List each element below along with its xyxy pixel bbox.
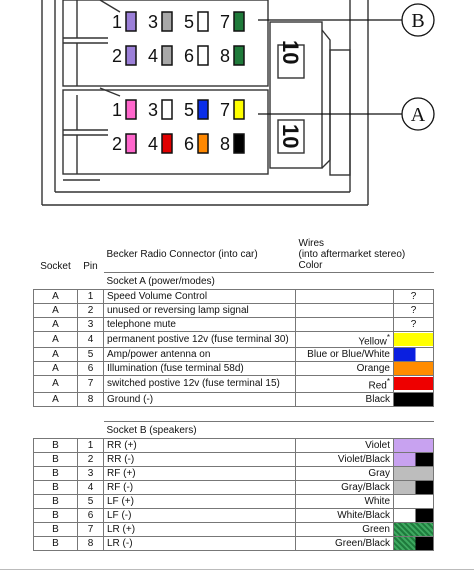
- table-row: [34, 536, 434, 550]
- color-swatch-cell: ?: [394, 290, 434, 304]
- socket-cell: A: [34, 348, 78, 362]
- socket-b-pin-grid: [112, 12, 244, 66]
- socket-a-pin-number: 2: [112, 134, 123, 154]
- socket-b-pin-color-block: [126, 12, 136, 31]
- color-name-cell: Gray: [296, 466, 394, 480]
- pin-cell: 8: [78, 536, 104, 550]
- description-cell: LF (-): [104, 508, 296, 522]
- socket-b-pin-number: 3: [148, 12, 159, 32]
- socket-b-pin-color-block: [234, 12, 244, 31]
- color-swatch: [394, 348, 433, 361]
- color-name-cell: White/Black: [296, 508, 394, 522]
- table-row: [34, 376, 434, 392]
- pin-cell: 4: [78, 480, 104, 494]
- color-name-cell: Violet: [296, 438, 394, 452]
- color-swatch-cell: [394, 508, 434, 522]
- socket-cell: B: [34, 522, 78, 536]
- socket-cell: A: [34, 290, 78, 304]
- color-name-cell: Green/Black: [296, 536, 394, 550]
- color-name-cell: [296, 304, 394, 318]
- color-swatch-cell: [394, 522, 434, 536]
- table-row: [34, 290, 434, 304]
- socket-a-pin-number: 3: [148, 100, 159, 120]
- callout-b: [258, 4, 434, 36]
- color-swatch-cell: [394, 480, 434, 494]
- color-swatch-cell: [394, 466, 434, 480]
- section-b-title: Socket B (speakers): [104, 421, 434, 438]
- socket-b-pin-number: 4: [148, 46, 159, 66]
- table-row: [34, 362, 434, 376]
- description-cell: RR (-): [104, 452, 296, 466]
- description-cell: permanent postive 12v (fuse terminal 30): [104, 332, 296, 348]
- section-a-row: [34, 273, 434, 290]
- color-swatch: [394, 453, 433, 466]
- socket-b-pin-8: [220, 46, 244, 66]
- socket-b-pin-6: [184, 46, 208, 66]
- pin-cell: 6: [78, 508, 104, 522]
- socket-b-pin-color-block: [198, 12, 208, 31]
- table-row: [34, 508, 434, 522]
- socket-b-pin-1: [112, 12, 136, 32]
- socket-a-pin-color-block: [198, 134, 208, 153]
- socket-a-pin-number: 6: [184, 134, 195, 154]
- description-cell: Illumination (fuse terminal 58d): [104, 362, 296, 376]
- description-cell: Speed Volume Control: [104, 290, 296, 304]
- socket-b-pin-number: 1: [112, 12, 123, 32]
- socket-b-pin-number: 6: [184, 46, 195, 66]
- color-name-cell: Green: [296, 522, 394, 536]
- section-b-row: [34, 421, 434, 438]
- section-a-title: Socket A (power/modes): [104, 273, 434, 290]
- footnote-mark: *: [386, 377, 390, 387]
- description-cell: RF (-): [104, 480, 296, 494]
- socket-a-pin-color-block: [162, 134, 172, 153]
- color-swatch: [394, 523, 433, 536]
- header-wires: Wires (into aftermarket stereo) Color: [298, 238, 406, 271]
- pin-cell: 2: [78, 452, 104, 466]
- color-name-cell: Blue or Blue/White: [296, 348, 394, 362]
- socket-b-pin-number: 5: [184, 12, 195, 32]
- color-swatch-cell: [394, 362, 434, 376]
- table-header-row: [34, 237, 434, 273]
- socket-b-pin-5: [184, 12, 208, 32]
- color-swatch: [394, 481, 433, 494]
- header-socket: Socket: [40, 260, 71, 272]
- color-swatch-cell: ?: [394, 318, 434, 332]
- socket-a-pin-number: 8: [220, 134, 231, 154]
- socket-b-pin-number: 7: [220, 12, 231, 32]
- socket-b-pin-number: 2: [112, 46, 123, 66]
- socket-a-pin-number: 1: [112, 100, 123, 120]
- color-swatch: [394, 509, 433, 522]
- slot-label-top: 10: [278, 40, 303, 65]
- pin-cell: 2: [78, 304, 104, 318]
- table-row: [34, 480, 434, 494]
- color-name-cell: Yellow*: [296, 332, 394, 348]
- color-swatch-cell: [394, 332, 434, 348]
- socket-cell: A: [34, 376, 78, 392]
- socket-b-pin-7: [220, 12, 244, 32]
- table-row: [34, 452, 434, 466]
- color-swatch-cell: [394, 376, 434, 392]
- footnote-mark: *: [386, 333, 390, 342]
- svg-text:B: B: [411, 10, 425, 32]
- socket-b-pin-color-block: [126, 46, 136, 65]
- socket-b-pin-3: [148, 12, 172, 32]
- description-cell: LR (+): [104, 522, 296, 536]
- slot-label-bottom: 10: [278, 124, 303, 149]
- socket-a-pin-3: [148, 100, 172, 120]
- socket-b-pin-color-block: [162, 12, 172, 31]
- socket-cell: A: [34, 392, 78, 406]
- color-name-cell: Violet/Black: [296, 452, 394, 466]
- table-row: [34, 494, 434, 508]
- socket-a-pin-2: [112, 134, 136, 154]
- socket-b-pin-color-block: [234, 46, 244, 65]
- socket-a-pin-8: [220, 134, 244, 154]
- color-swatch: [394, 537, 433, 550]
- socket-a-pin-color-block: [162, 100, 172, 119]
- socket-cell: B: [34, 536, 78, 550]
- color-name-cell: Black: [296, 392, 394, 406]
- socket-cell: A: [34, 332, 78, 348]
- table-row: [34, 438, 434, 452]
- socket-a-pin-color-block: [234, 134, 244, 153]
- socket-cell: B: [34, 494, 78, 508]
- socket-a-pin-6: [184, 134, 208, 154]
- description-cell: Ground (-): [104, 392, 296, 406]
- header-pin: Pin: [83, 260, 98, 272]
- table-row: [34, 304, 434, 318]
- pin-cell: 1: [78, 290, 104, 304]
- socket-b-pin-color-block: [162, 46, 172, 65]
- color-swatch: [394, 377, 433, 390]
- socket-a-pin-color-block: [234, 100, 244, 119]
- socket-a-pin-number: 5: [184, 100, 195, 120]
- color-swatch-cell: [394, 536, 434, 550]
- connector-diagram: [0, 0, 474, 232]
- pin-cell: 3: [78, 318, 104, 332]
- color-name-cell: White: [296, 494, 394, 508]
- description-cell: telephone mute: [104, 318, 296, 332]
- table-row: [34, 348, 434, 362]
- color-swatch: [394, 362, 433, 375]
- socket-cell: A: [34, 362, 78, 376]
- table-row: [34, 332, 434, 348]
- table-spacer-row: [34, 406, 434, 421]
- description-cell: LR (-): [104, 536, 296, 550]
- socket-a-pin-number: 7: [220, 100, 231, 120]
- color-swatch: [394, 393, 433, 406]
- color-swatch-cell: [394, 392, 434, 406]
- socket-cell: B: [34, 452, 78, 466]
- socket-a-pin-number: 4: [148, 134, 159, 154]
- socket-a-pin-1: [112, 100, 136, 120]
- table-row: [34, 466, 434, 480]
- pin-cell: 5: [78, 494, 104, 508]
- pin-cell: 3: [78, 466, 104, 480]
- color-swatch: [394, 333, 433, 346]
- socket-cell: B: [34, 466, 78, 480]
- socket-a-pin-color-block: [198, 100, 208, 119]
- pin-cell: 4: [78, 332, 104, 348]
- wiring-table: [33, 237, 434, 551]
- header-connector: Becker Radio Connector (into car): [106, 249, 258, 260]
- color-name-cell: [296, 290, 394, 304]
- description-cell: switched postive 12v (fuse terminal 15): [104, 376, 296, 392]
- pin-cell: 6: [78, 362, 104, 376]
- table-row: [34, 522, 434, 536]
- description-cell: LF (+): [104, 494, 296, 508]
- color-name-cell: Gray/Black: [296, 480, 394, 494]
- color-name-cell: [296, 318, 394, 332]
- description-cell: RF (+): [104, 466, 296, 480]
- color-swatch-cell: ?: [394, 304, 434, 318]
- pin-cell: 1: [78, 438, 104, 452]
- socket-b-pin-2: [112, 46, 136, 66]
- color-swatch: [394, 439, 433, 452]
- color-swatch: [394, 495, 433, 508]
- socket-cell: A: [34, 304, 78, 318]
- page-divider: [0, 569, 474, 570]
- color-swatch-cell: [394, 494, 434, 508]
- color-swatch-cell: [394, 348, 434, 362]
- pin-cell: 7: [78, 522, 104, 536]
- color-name-cell: Red*: [296, 376, 394, 392]
- socket-cell: B: [34, 508, 78, 522]
- color-swatch-cell: [394, 438, 434, 452]
- svg-text:A: A: [410, 104, 426, 126]
- socket-a-pin-color-block: [126, 134, 136, 153]
- socket-b-pin-number: 8: [220, 46, 231, 66]
- description-cell: unused or reversing lamp signal: [104, 304, 296, 318]
- socket-a-pin-color-block: [126, 100, 136, 119]
- socket-a-pin-5: [184, 100, 208, 120]
- socket-cell: A: [34, 318, 78, 332]
- color-name-cell: Orange: [296, 362, 394, 376]
- description-cell: Amp/power antenna on: [104, 348, 296, 362]
- table-row: [34, 318, 434, 332]
- pin-cell: 7: [78, 376, 104, 392]
- socket-a-pin-7: [220, 100, 244, 120]
- table-row: [34, 392, 434, 406]
- color-swatch: [394, 467, 433, 480]
- socket-cell: B: [34, 438, 78, 452]
- socket-b-pin-4: [148, 46, 172, 66]
- socket-b-pin-color-block: [198, 46, 208, 65]
- color-swatch-cell: [394, 452, 434, 466]
- pin-cell: 8: [78, 392, 104, 406]
- socket-a-pin-grid: [112, 100, 244, 154]
- socket-cell: B: [34, 480, 78, 494]
- pin-cell: 5: [78, 348, 104, 362]
- socket-a-pin-4: [148, 134, 172, 154]
- description-cell: RR (+): [104, 438, 296, 452]
